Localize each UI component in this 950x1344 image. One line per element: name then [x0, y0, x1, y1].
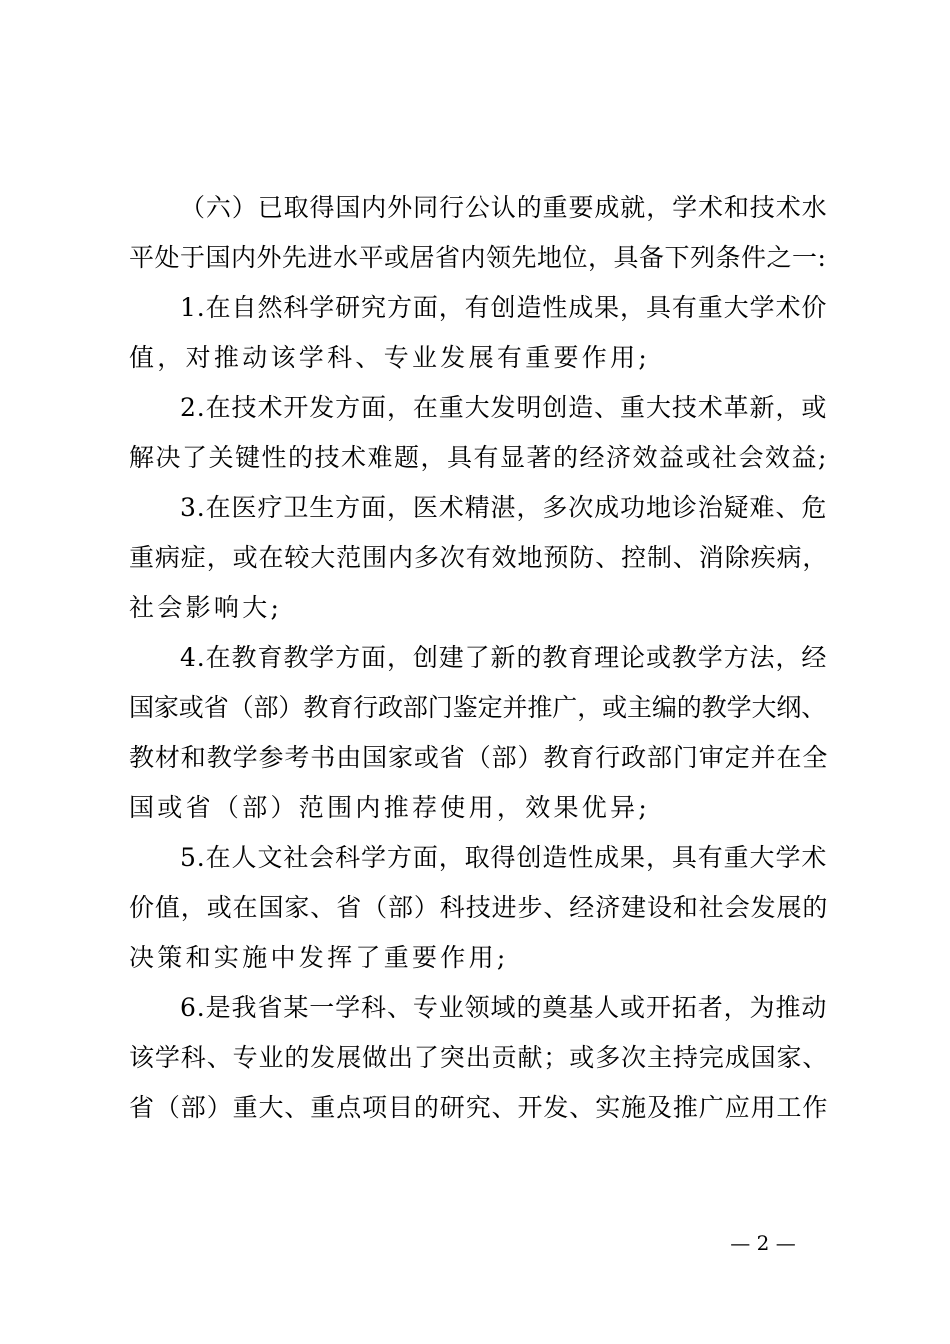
item-2-line-2: 解决了关键性的技术难题，具有显著的经济效益或社会效益; [129, 443, 828, 472]
item-6-line-2: 该学科、专业的发展做出了突出贡献；或多次主持完成国家、 [129, 1043, 829, 1072]
item-6-line-3: 省（部）重大、重点项目的研究、开发、实施及推广应用工作 [129, 1093, 829, 1122]
page-number: — 2 — [730, 1231, 796, 1255]
item-1-line-2: 值，对推动该学科、专业发展有重要作用; [129, 343, 651, 372]
paragraph-6-line-1: （六）已取得国内外同行公认的重要成就，学术和技术水 [180, 193, 828, 222]
item-4-line-3: 教材和教学参考书由国家或省（部）教育行政部门审定并在全 [129, 743, 829, 772]
item-5-line-3: 决策和实施中发挥了重要作用; [129, 943, 509, 972]
item-4-line-2: 国家或省（部）教育行政部门鉴定并推广，或主编的教学大纲、 [129, 693, 827, 722]
item-3-line-1: 3.在医疗卫生方面，医术精湛，多次成功地诊治疑难、危 [180, 493, 828, 522]
item-6-line-1: 6.是我省某一学科、专业领域的奠基人或开拓者，为推动 [180, 993, 828, 1022]
item-1-line-1: 1.在自然科学研究方面，有创造性成果，具有重大学术价 [180, 293, 828, 322]
item-4-line-4: 国或省（部）范围内推荐使用，效果优异; [129, 793, 651, 822]
item-3-line-2: 重病症，或在较大范围内多次有效地预防、控制、消除疾病， [129, 543, 829, 572]
paragraph-6-line-2: 平处于国内外先进水平或居省内领先地位，具备下列条件之一: [129, 243, 827, 272]
item-4-line-1: 4.在教育教学方面，创建了新的教育理论或教学方法，经 [180, 643, 828, 672]
item-2-line-1: 2.在技术开发方面，在重大发明创造、重大技术革新，或 [180, 393, 828, 422]
item-5-line-1: 5.在人文社会科学方面，取得创造性成果，具有重大学术 [180, 843, 828, 872]
item-5-line-2: 价值，或在国家、省（部）科技进步、经济建设和社会发展的 [129, 893, 829, 922]
item-3-line-3: 社会影响大; [129, 593, 283, 622]
